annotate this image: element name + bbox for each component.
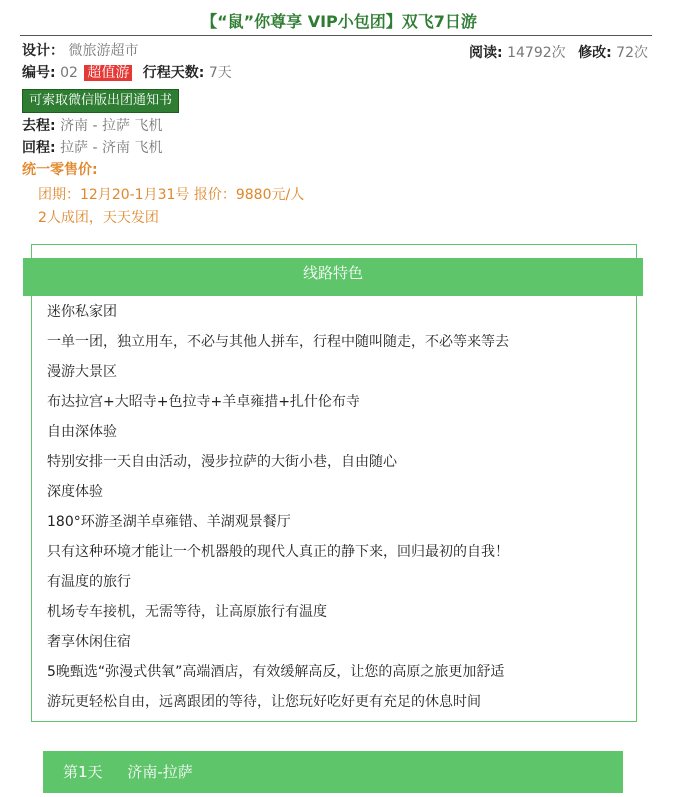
feature-line: 180°环游圣湖羊卓雍错、羊湖观景餐厅 xyxy=(47,514,291,530)
return-label: 回程: xyxy=(22,140,56,156)
edit-label: 修改: xyxy=(578,45,612,61)
feature-line: 漫游大景区 xyxy=(47,364,117,380)
value-tour-badge: 超值游 xyxy=(84,65,132,81)
feature-line: 自由深体验 xyxy=(47,424,117,440)
price-label: 统一零售价: xyxy=(22,162,98,178)
go-value: 济南 - 拉萨 飞机 xyxy=(60,118,163,134)
feature-line: 机场专车接机，无需等待，让高原旅行有温度 xyxy=(47,604,327,620)
return-value: 拉萨 - 济南 飞机 xyxy=(60,140,163,156)
edit-count: 72次 xyxy=(616,45,648,61)
code-value: 02 xyxy=(60,65,78,81)
price-line: 团期：12月20-1月31号 报价：9880元/人 xyxy=(38,187,305,203)
return-row xyxy=(22,139,162,157)
design-row xyxy=(22,42,138,60)
go-label: 去程: xyxy=(22,118,56,134)
code-label: 编号: xyxy=(22,65,56,81)
feature-line: 一单一团，独立用车，不必与其他人拼车，行程中随叫随走，不必等来等去 xyxy=(47,334,509,350)
read-count: 14792次 xyxy=(507,45,566,61)
days-label: 行程天数: xyxy=(142,65,205,81)
day-1-route: 济南-拉萨 xyxy=(127,763,193,781)
day-1-label: 第1天 xyxy=(63,763,103,781)
day-1-header[interactable] xyxy=(43,751,623,793)
feature-line: 迷你私家团 xyxy=(47,304,117,320)
read-label: 阅读: xyxy=(469,45,503,61)
feature-line: 5晚甄选“弥漫式供氧”高端酒店，有效缓解高反，让您的高原之旅更加舒适 xyxy=(47,664,505,680)
feature-line: 布达拉宫+大昭寺+色拉寺+羊卓雍措+扎什伦布寺 xyxy=(47,394,360,410)
days-value: 7天 xyxy=(208,65,232,81)
feature-line: 特别安排一天自由活动，漫步拉萨的大街小巷，自由随心 xyxy=(47,454,397,470)
design-label: 设计： xyxy=(22,43,64,59)
feature-line: 游玩更轻松自由，远离跟团的等待，让您玩好吃好更有充足的休息时间 xyxy=(47,694,481,710)
code-row xyxy=(22,64,232,82)
wechat-notice-button[interactable]: 可索取微信版出团通知书 xyxy=(22,89,179,113)
feature-line: 有温度的旅行 xyxy=(47,574,131,590)
stats xyxy=(469,42,648,62)
title-divider xyxy=(20,35,652,36)
feature-line: 深度体验 xyxy=(47,484,103,500)
feature-line: 只有这种环境才能让一个机器般的现代人真正的静下来，回归最初的自我！ xyxy=(47,544,509,560)
features-list xyxy=(47,301,509,721)
go-row xyxy=(22,117,162,135)
page-title: 【“鼠”你尊享 VIP小包团】双飞7日游 xyxy=(201,12,477,31)
design-value[interactable]: 微旅游超市 xyxy=(68,43,139,59)
features-heading: 线路特色 xyxy=(23,258,643,296)
feature-line: 奢享休闲住宿 xyxy=(47,634,131,650)
group-line: 2人成团，天天发团 xyxy=(38,210,159,226)
